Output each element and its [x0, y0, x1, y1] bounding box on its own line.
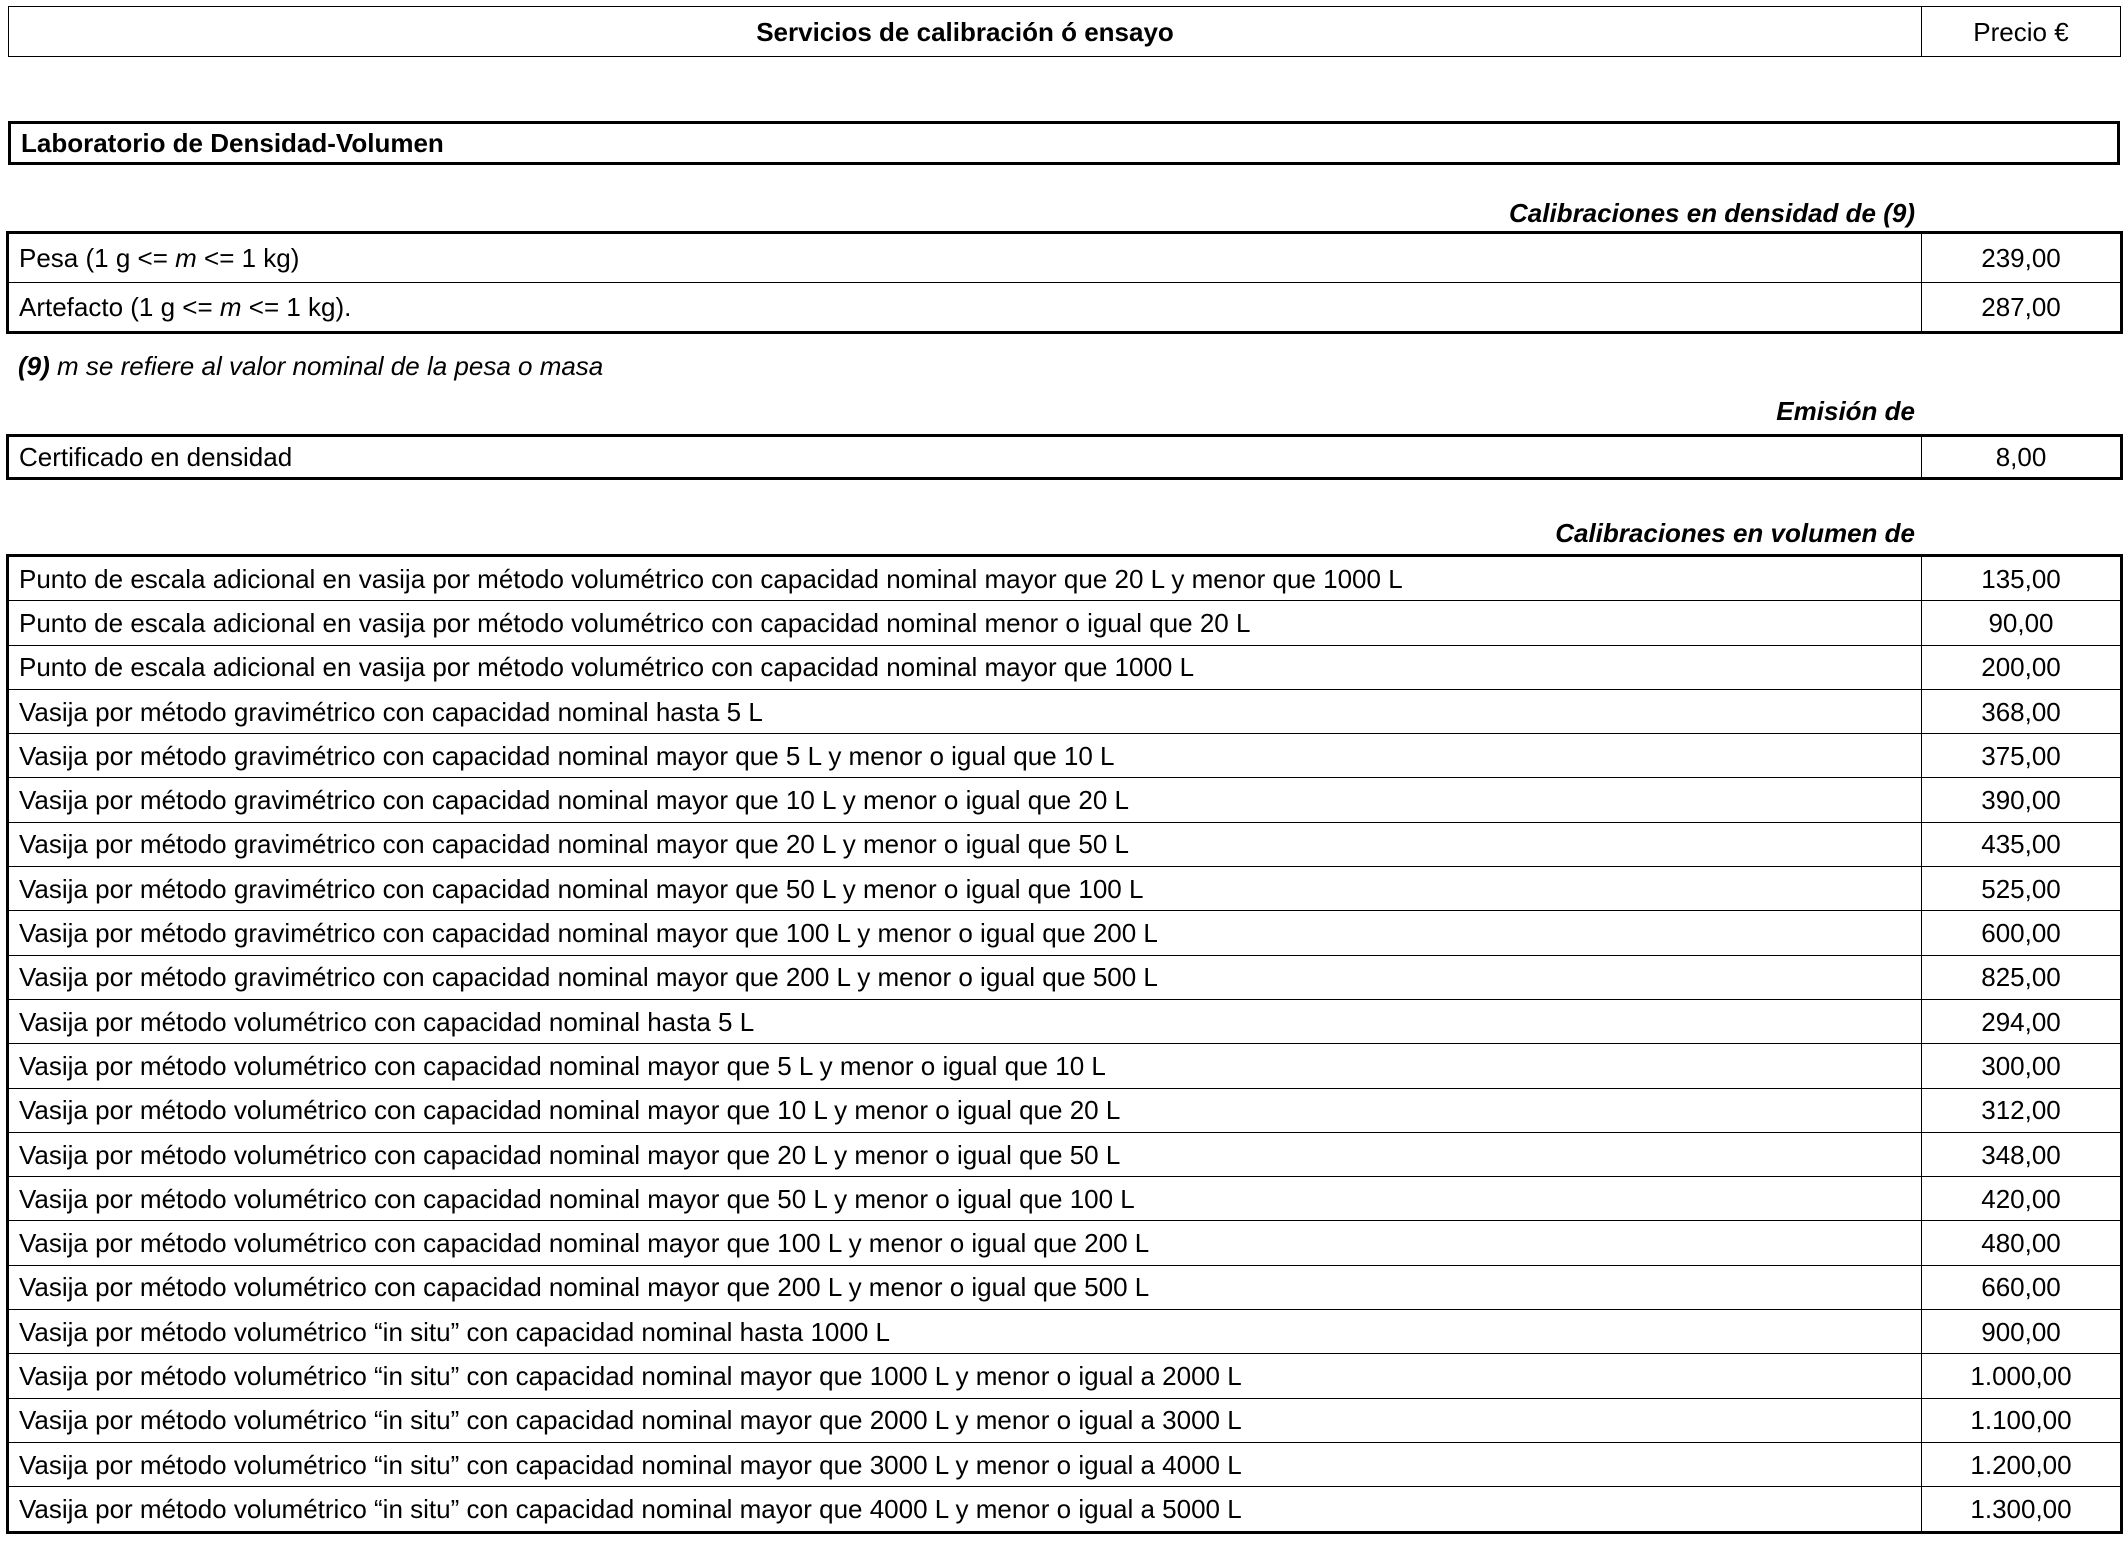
header-title: Servicios de calibración ó ensayo [9, 7, 1922, 57]
service-description: Vasija por método gravimétrico con capacidad nominal hasta 5 L [9, 689, 1922, 733]
volume-table [8, 556, 2121, 1532]
service-price: 200,00 [1922, 645, 2121, 689]
table-row [9, 557, 2121, 601]
service-price: 1.000,00 [1922, 1354, 2121, 1398]
description-text: Artefacto (1 g <= [19, 292, 220, 322]
table-row [9, 1487, 2121, 1531]
table-row [9, 645, 2121, 689]
table-row [9, 734, 2121, 778]
service-price: 287,00 [1922, 283, 2121, 332]
service-description: Vasija por método volumétrico con capacidad nominal mayor que 20 L y menor o igual que 50 L [9, 1132, 1922, 1176]
service-description [9, 234, 1922, 283]
service-price: 1.100,00 [1922, 1398, 2121, 1442]
table-row [9, 234, 2121, 283]
service-price: 480,00 [1922, 1221, 2121, 1265]
table-row [9, 1088, 2121, 1132]
service-price: 294,00 [1922, 999, 2121, 1043]
service-price: 368,00 [1922, 689, 2121, 733]
service-description [9, 283, 1922, 332]
emission-table [8, 436, 2121, 478]
table-row [9, 1354, 2121, 1398]
service-price: 825,00 [1922, 955, 2121, 999]
service-description: Vasija por método volumétrico con capacidad nominal mayor que 10 L y menor o igual que 20 L [9, 1088, 1922, 1132]
table-row [9, 1044, 2121, 1088]
service-price: 375,00 [1922, 734, 2121, 778]
service-price: 8,00 [1922, 437, 2121, 478]
density-heading: Calibraciones en densidad de (9) [1509, 198, 1915, 228]
table-row [9, 1132, 2121, 1176]
service-description: Vasija por método volumétrico “in situ” con capacidad nominal mayor que 4000 L y menor o igual a 5000 L [9, 1487, 1922, 1531]
price-document [8, 6, 2120, 1524]
service-description: Vasija por método volumétrico “in situ” con capacidad nominal mayor que 3000 L y menor o igual a 4000 L [9, 1442, 1922, 1486]
service-description: Vasija por método gravimétrico con capacidad nominal mayor que 200 L y menor o igual que 500 L [9, 955, 1922, 999]
service-description: Punto de escala adicional en vasija por método volumétrico con capacidad nominal mayor que 1000 L [9, 645, 1922, 689]
service-description: Vasija por método volumétrico con capacidad nominal mayor que 200 L y menor o igual que 500 L [9, 1265, 1922, 1309]
service-description: Vasija por método gravimétrico con capacidad nominal mayor que 100 L y menor o igual que 200 L [9, 911, 1922, 955]
service-price: 525,00 [1922, 867, 2121, 911]
service-price: 390,00 [1922, 778, 2121, 822]
table-row [9, 778, 2121, 822]
service-description: Vasija por método gravimétrico con capacidad nominal mayor que 20 L y menor o igual que 50 L [9, 822, 1922, 866]
table-row [9, 822, 2121, 866]
service-price: 135,00 [1922, 557, 2121, 601]
description-text: <= 1 kg) [196, 243, 300, 273]
table-row [9, 689, 2121, 733]
service-price: 435,00 [1922, 822, 2121, 866]
service-price: 300,00 [1922, 1044, 2121, 1088]
footnote-text: m se refiere al valor nominal de la pesa o masa [49, 351, 604, 381]
volume-heading: Calibraciones en volumen de [1555, 518, 1915, 548]
table-row [9, 283, 2121, 332]
header-row [9, 7, 2121, 57]
table-row [9, 601, 2121, 645]
table-row [9, 1442, 2121, 1486]
density-table [8, 233, 2121, 332]
service-description: Vasija por método volumétrico “in situ” con capacidad nominal mayor que 2000 L y menor o igual a 3000 L [9, 1398, 1922, 1442]
table-row [9, 867, 2121, 911]
lab-title: Laboratorio de Densidad-Volumen [10, 123, 2119, 164]
service-price: 660,00 [1922, 1265, 2121, 1309]
service-description: Vasija por método gravimétrico con capacidad nominal mayor que 10 L y menor o igual que 20 L [9, 778, 1922, 822]
service-price: 900,00 [1922, 1310, 2121, 1354]
footnote-marker: (9) [18, 351, 50, 381]
service-description: Punto de escala adicional en vasija por método volumétrico con capacidad nominal menor o igual que 20 L [9, 601, 1922, 645]
service-description: Vasija por método volumétrico “in situ” con capacidad nominal mayor que 1000 L y menor o igual a 2000 L [9, 1354, 1922, 1398]
service-description: Vasija por método gravimétrico con capacidad nominal mayor que 50 L y menor o igual que 100 L [9, 867, 1922, 911]
table-row [9, 1310, 2121, 1354]
density-footnote [18, 353, 603, 379]
service-description: Vasija por método volumétrico con capacidad nominal hasta 5 L [9, 999, 1922, 1043]
service-description: Vasija por método gravimétrico con capacidad nominal mayor que 5 L y menor o igual que 10 L [9, 734, 1922, 778]
service-price: 239,00 [1922, 234, 2121, 283]
header-price-label: Precio € [1922, 7, 2121, 57]
service-price: 600,00 [1922, 911, 2121, 955]
service-description: Vasija por método volumétrico con capacidad nominal mayor que 100 L y menor o igual que 200 L [9, 1221, 1922, 1265]
service-description: Certificado en densidad [9, 437, 1922, 478]
table-row [9, 1177, 2121, 1221]
service-price: 1.300,00 [1922, 1487, 2121, 1531]
service-price: 1.200,00 [1922, 1442, 2121, 1486]
emission-heading: Emisión de [1776, 396, 1915, 426]
service-description: Vasija por método volumétrico con capacidad nominal mayor que 50 L y menor o igual que 100 L [9, 1177, 1922, 1221]
variable-m: m [175, 243, 197, 273]
table-row [9, 999, 2121, 1043]
table-row [9, 1398, 2121, 1442]
table-row [9, 1265, 2121, 1309]
lab-title-table [8, 121, 2120, 165]
table-row [9, 955, 2121, 999]
service-price: 348,00 [1922, 1132, 2121, 1176]
service-price: 312,00 [1922, 1088, 2121, 1132]
header-table [8, 6, 2121, 57]
table-row [9, 1221, 2121, 1265]
service-description: Vasija por método volumétrico “in situ” con capacidad nominal hasta 1000 L [9, 1310, 1922, 1354]
service-description: Punto de escala adicional en vasija por método volumétrico con capacidad nominal mayor que 20 L y menor que 1000 L [9, 557, 1922, 601]
table-row [9, 437, 2121, 478]
service-price: 420,00 [1922, 1177, 2121, 1221]
service-price: 90,00 [1922, 601, 2121, 645]
description-text: Pesa (1 g <= [19, 243, 176, 273]
service-description: Vasija por método volumétrico con capacidad nominal mayor que 5 L y menor o igual que 10 L [9, 1044, 1922, 1088]
variable-m: m [219, 292, 242, 322]
description-text: <= 1 kg). [241, 292, 352, 322]
table-row [9, 911, 2121, 955]
